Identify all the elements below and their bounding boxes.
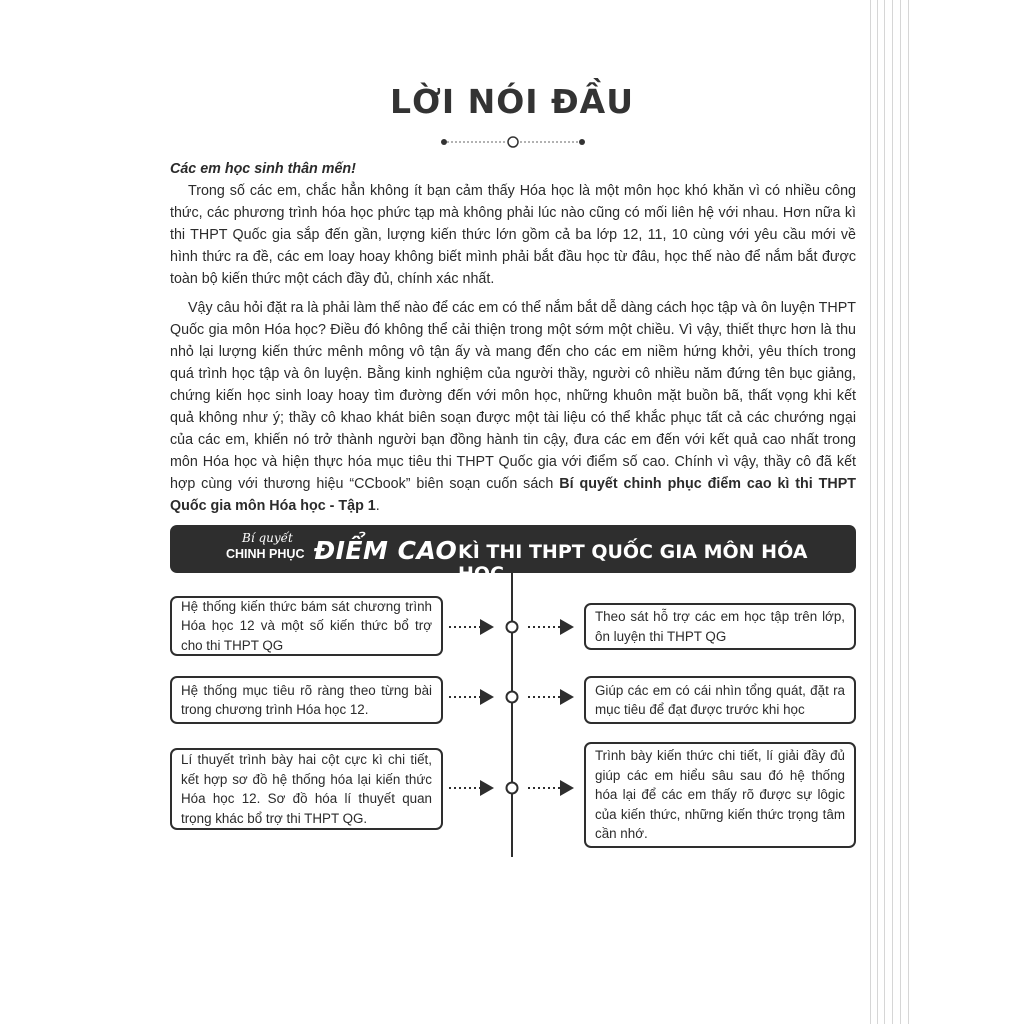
right-box-3-text: Trình bày kiến thức chi tiết, lí giải đầy đủ giúp các em hiểu sâu sau đó hệ thống hóa lại để các em thấy rõ được sự lôgic của kiến thức, những kiến thức trọng tâm cần nhớ.	[595, 748, 845, 842]
left-box-2-text: Hệ thống mục tiêu rõ ràng theo từng bài trong chương trình Hóa học 12.	[181, 682, 432, 717]
left-box-1-text: Hệ thống kiến thức bám sát chương trình Hóa học 12 và một số kiến thức bổ trợ cho thi THPT QG	[181, 598, 432, 653]
right-box-3	[584, 742, 856, 848]
banner-small-line-2: CHINH PHỤC	[226, 547, 305, 561]
connector-row-3	[449, 783, 572, 794]
right-box-2	[584, 676, 856, 724]
page-title: LỜI NÓI ĐẦU	[389, 82, 635, 121]
paragraph-1: Trong số các em, chắc hẳn không ít bạn cảm thấy Hóa học là một môn học khó khăn vì có nhiều công thức, các phương trình hóa học phức tạp mà không phải lúc nào cũng có mối liên hệ với nhau. Hơn nữa kì thi THPT Quốc gia sắp đến gần, lượng kiến thức lớn gồm cả ba lớp 12, 11, 10 cùng với yêu cầu mới về hình thức ra đề, các em loay hoay không biết mình phải bắt đầu học từ đâu, học thế nào để nắm bắt được toàn bộ kiến thức một cách đầy đủ, chính xác nhất.	[170, 183, 856, 288]
connector-row-1	[449, 622, 572, 633]
right-box-1	[584, 603, 856, 650]
left-box-2	[170, 676, 443, 724]
book-title: Bí quyết chinh phục điểm cao kì thi THPT Quốc gia môn Hóa học - Tập 1	[170, 476, 856, 515]
paragraph-2-end: .	[375, 498, 380, 515]
banner-small-line-1: Bí quyết	[242, 531, 293, 545]
paragraph-2-text: Vậy câu hỏi đặt ra là phải làm thế nào để các em có thể nắm bắt dễ dàng cách học tập và ôn luyện THPT Quốc gia môn Hóa học? Điều đó không thể cải thiện trong một sớm một chiều. Vì vậy, thiết thực hơn là thu nhỏ lại lượng kiến thức mênh mông vô tận ấy và mang đến cho các em niềm hứng khởi, yêu thích trong quá trình học tập và ôn luyện. Bằng kinh nghiệm của người thầy, người cô nhiều năm đứng tên bục giảng, chứng kiến học sinh loay hoay tìm đường đến với môn học, những khuôn mặt buồn bã, thất vọng khi kết quả không như ý; thầy cô khao khát biên soạn được một tài liệu có thể khắc phục tất cả các chướng ngại của các em, khiến nó trở thành người bạn đồng hành tin cậy, đưa các em đến với kết quả cao nhất trong môn Hóa học và hiện thực hóa mục tiêu thi THPT Quốc gia với điểm số cao. Chính vì vậy, thầy cô đã kết hợp cùng với thương hiệu “CCbook” biên soạn cuốn sách	[170, 299, 856, 493]
right-box-1-text: Theo sát hỗ trợ các em học tập trên lớp, ôn luyện thi THPT QG	[595, 609, 845, 644]
left-box-3-text: Lí thuyết trình bày hai cột cực kì chi tiết, kết hợp sơ đồ hệ thống hóa lại kiến thức Hóa học 12. Sơ đồ hóa lí thuyết quan trọng khác bổ trợ thi THPT QG.	[181, 752, 432, 826]
left-box-1	[170, 596, 443, 656]
right-box-2-text: Giúp các em có cái nhìn tổng quát, đặt ra mục tiêu để đạt được trước khi học	[595, 682, 845, 717]
banner-rest-text: KÌ THI THPT QUỐC GIA MÔN HÓA HỌC	[458, 541, 808, 585]
greeting: Các em học sinh thân mến!	[170, 161, 356, 177]
connector-row-2	[449, 692, 572, 703]
left-box-3	[170, 748, 443, 830]
banner-big-text: ĐIỂM CAO	[314, 536, 458, 565]
